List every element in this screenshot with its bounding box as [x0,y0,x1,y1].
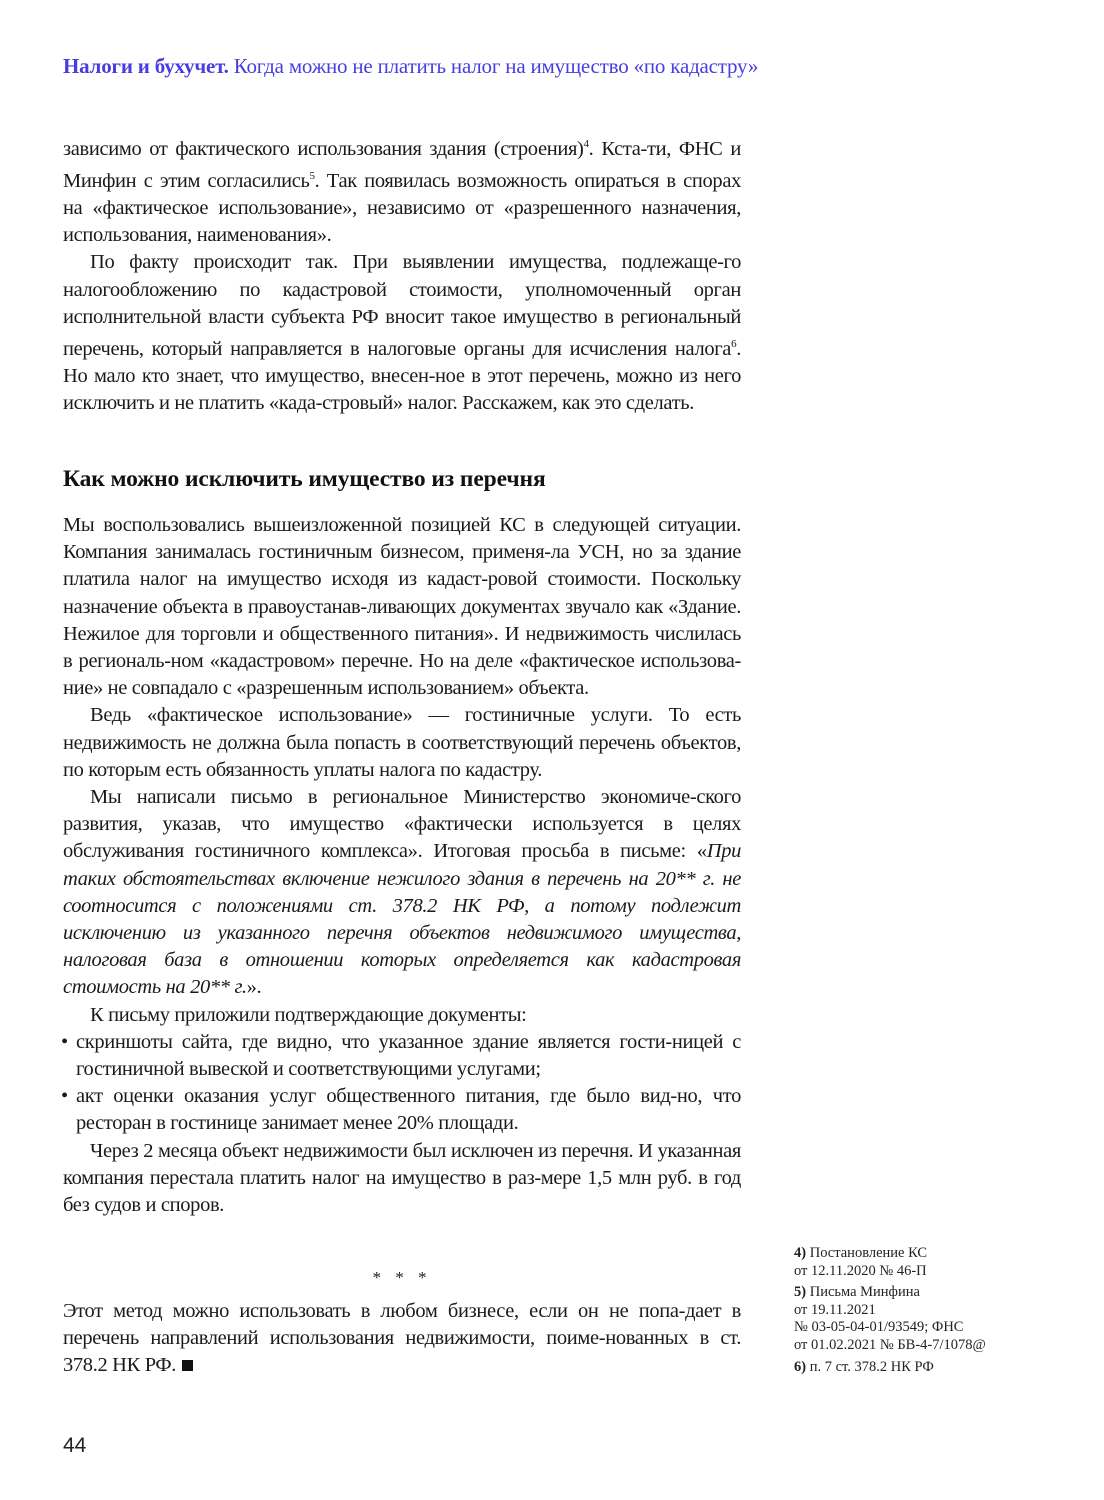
footnote-4: 4) Постановление КС от 12.11.2020 № 46-П [794,1245,928,1279]
footnote-6: 6) п. 7 ст. 378.2 НК РФ [794,1358,934,1375]
bullet-icon: • [61,1085,68,1108]
bullet-item: • скриншоты сайта, где видно, что указанное здание является гости-ницей с гостиничной вывеской и соответствующими услугами; [61,1030,741,1081]
intro-paragraph-2: По факту происходит так. При выявлении имущества, подлежаще-го налогообложению по кадастровой стоимости, уполномоченный орган исполнительной власти субъекта РФ вносит такое имущество в региональный перечень, который направляется в налоговые органы для исчисления налога$^6$. Но мало кто знает, что имущество, внесен-ное в этот перечень, можно из него исключить и не платить «када-стровый» налог. Расскажем, как это сделать. [63,251,741,415]
section-heading: Как можно исключить имущество из перечня [63,466,546,492]
separator-stars: * * * [372,1268,432,1287]
footnote-ref-5[interactable]: 5 [309,170,315,183]
intro-paragraph-1: зависимо от фактического использования здания (строения)$^4$. Кста-ти, ФНС и Минфин с этим согласились$^5$. Так появилась возможность опираться в спорах на «фактическое использование», независимо от «разрешенного назначения, использования, наименования». [63,137,742,247]
conclusion-block [63,1298,741,1380]
section-body [63,512,741,1219]
footnote-ref-6[interactable]: 6 [731,338,737,351]
intro-block [63,131,741,418]
bullet-icon: • [61,1030,68,1053]
section-paragraph-5: Через 2 месяца объект недвижимости был исключен из перечня. И указанная компания перестала платить налог на имущество в раз-мере 1,5 млн руб. в год без судов и споров. [63,1139,741,1217]
section-paragraph-2: Ведь «фактическое использование» — гостиничные услуги. То есть недвижимость не должна была попасть в соответствующий перечень объектов, по которым есть обязанность уплаты налога по кадастру. [63,704,741,781]
footnote-ref-4[interactable]: 4 [583,138,589,150]
article-title: Когда можно не платить налог на имущество «по кадастру» [233,54,759,78]
page-number: 44 [63,1434,87,1457]
section-paragraph-3: Мы написали письмо в региональное Министерство экономиче-ского развития, указав, что имущество «фактически используется в целях обслуживания гостиничного комплекса». Итоговая просьба в письме: «При таких обстоятельствах включение нежилого здания в перечень на 20** г. не соотносится с положениями ст. 378.2 НК РФ, а потому подлежит исключению из указанного перечня объектов недвижимого имущества, налоговая база в отношении которых определяется как кадастровая стоимость на 20** г.». [63,786,741,999]
footnote-5: 5) Письма Минфина от 19.11.2021 № 03-05-04-01/93549; ФНС от 01.02.2021 № БВ-4-7/1078@ [794,1284,986,1353]
section-paragraph-4: К письму приложили подтверждающие документы: [90,1003,527,1026]
end-of-article-icon [182,1360,193,1371]
section-name: Налоги и бухучет. [63,54,229,78]
running-header [63,54,758,79]
section-paragraph-1: Мы воспользовались вышеизложенной позицией КС в следующей ситуации. Компания занималась гостиничным бизнесом, применя-ла УСН, но за здание платила налог на имущество исходя из кадаст-ровой стоимости. Поскольку назначение объекта в правоустанав-ливающих документах звучало как «Здание. Нежилое для торговли и общественного питания». И недвижимость числилась в региональ-ном «кадастровом» перечне. Но на деле «фактическое использова-ние» не совпадало с «разрешенным использованием» объекта. [63,514,741,700]
conclusion-paragraph: Этот метод можно использовать в любом бизнесе, если он не попа-дает в перечень направлений использования недвижимости, поиме-нованных в ст. 378.2 НК РФ. [63,1300,741,1377]
footnotes [794,1245,1054,1380]
bullet-item: • акт оценки оказания услуг общественного питания, где было вид-но, что ресторан в гостинице занимает менее 20% площади. [61,1085,741,1135]
quoted-request: При таких обстоятельствах включение нежилого здания в перечень на 20** г. не соотносится с положениями ст. 378.2 НК РФ, а потому подлежит исключению из указанного перечня объектов недвижимого имущества, налоговая база в отношении которых определяется как кадастровая стоимость на 20** г. [63,840,741,999]
